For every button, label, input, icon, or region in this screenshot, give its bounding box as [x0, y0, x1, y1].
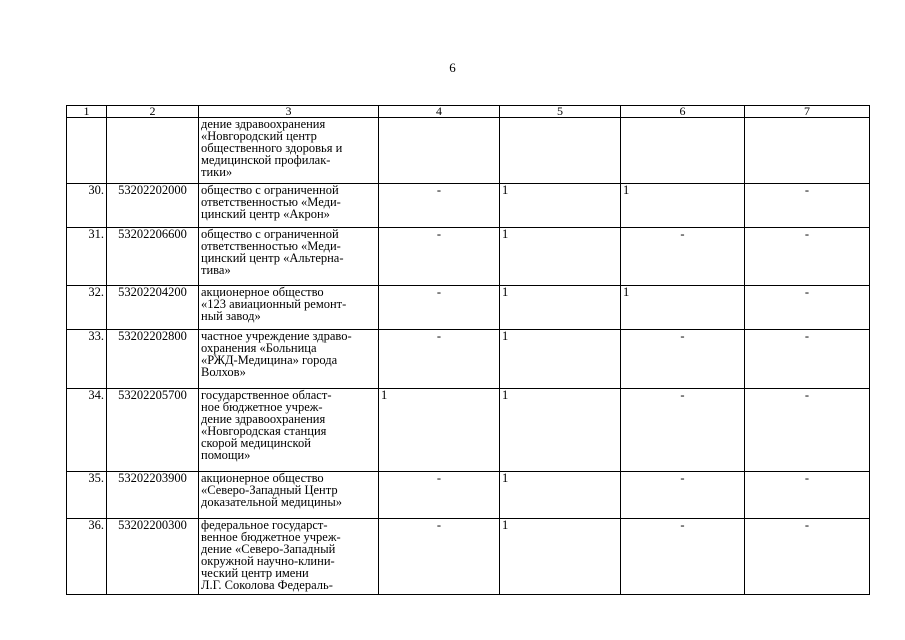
cell-col5: 1 [500, 519, 621, 595]
table-row [67, 184, 870, 228]
cell-organization-name [199, 519, 379, 595]
cell-num: 33. [67, 330, 107, 389]
name-line: «Новгородский центр [201, 129, 317, 143]
cell-col7 [745, 118, 870, 184]
cell-col4: - [379, 228, 500, 286]
name-line: ческий центр имени [201, 566, 309, 580]
cell-num: 32. [67, 286, 107, 330]
cell-col6 [621, 118, 745, 184]
cell-col4: - [379, 472, 500, 519]
cell-col4: - [379, 184, 500, 228]
name-line: дение «Северо-Западный [201, 542, 336, 556]
cell-num: 36. [67, 519, 107, 595]
cell-col5: 1 [500, 184, 621, 228]
cell-col7: - [745, 286, 870, 330]
cell-col7: - [745, 228, 870, 286]
cell-col6: - [621, 228, 745, 286]
cell-col7: - [745, 389, 870, 472]
header-row [67, 106, 870, 118]
name-line: ное бюджетное учреж- [201, 400, 323, 414]
name-line: тики» [201, 165, 233, 179]
cell-code: 53202203900 [107, 472, 199, 519]
cell-col5: 1 [500, 228, 621, 286]
cell-organization-name [199, 472, 379, 519]
cell-col5: 1 [500, 389, 621, 472]
cell-col7: - [745, 519, 870, 595]
column-header-6: 6 [621, 106, 745, 118]
name-line: федеральное государст- [201, 518, 328, 532]
cell-num: 30. [67, 184, 107, 228]
column-header-3: 3 [199, 106, 379, 118]
name-line: общество с ограниченной [201, 227, 339, 241]
name-line: акционерное общество [201, 471, 324, 485]
name-line: Волхов» [201, 365, 246, 379]
cell-col5: 1 [500, 286, 621, 330]
cell-organization-name [199, 184, 379, 228]
cell-col6: 1 [621, 184, 745, 228]
cell-num [67, 118, 107, 184]
cell-col6: 1 [621, 286, 745, 330]
cell-col6: - [621, 389, 745, 472]
name-line: Л.Г. Соколова Федераль- [201, 578, 333, 592]
name-line: «Северо-Западный Центр [201, 483, 338, 497]
table-row [67, 330, 870, 389]
table-row [67, 472, 870, 519]
registry-table [66, 105, 870, 595]
name-line: «Новгородская станция [201, 424, 327, 438]
cell-code: 53202202000 [107, 184, 199, 228]
name-line: «РЖД-Медицина» города [201, 353, 338, 367]
cell-col4: - [379, 519, 500, 595]
page-number: 6 [449, 60, 456, 75]
cell-organization-name [199, 286, 379, 330]
cell-organization-name [199, 118, 379, 184]
cell-code [107, 118, 199, 184]
name-line: охранения «Больница [201, 341, 317, 355]
name-line: помощи» [201, 448, 251, 462]
cell-col7: - [745, 472, 870, 519]
table-row [67, 228, 870, 286]
name-line: ответственностью «Меди- [201, 239, 341, 253]
cell-col6: - [621, 330, 745, 389]
cell-col5: 1 [500, 472, 621, 519]
name-line: цинский центр «Акрон» [201, 207, 330, 221]
cell-num: 34. [67, 389, 107, 472]
cell-num: 31. [67, 228, 107, 286]
column-header-4: 4 [379, 106, 500, 118]
name-line: акционерное общество [201, 285, 324, 299]
table-row [67, 389, 870, 472]
cell-col7: - [745, 184, 870, 228]
cell-num: 35. [67, 472, 107, 519]
table-row [67, 519, 870, 595]
cell-organization-name [199, 228, 379, 286]
name-line: ответственностью «Меди- [201, 195, 341, 209]
column-header-1: 1 [67, 106, 107, 118]
name-line: дение здравоохранения [201, 117, 326, 131]
cell-organization-name [199, 330, 379, 389]
name-line: венное бюджетное учреж- [201, 530, 341, 544]
cell-organization-name [199, 389, 379, 472]
cell-col6: - [621, 472, 745, 519]
table-row-continuation [67, 118, 870, 184]
cell-code: 53202202800 [107, 330, 199, 389]
cell-col4 [379, 118, 500, 184]
column-header-5: 5 [500, 106, 621, 118]
table-row [67, 286, 870, 330]
name-line: общественного здоровья и [201, 141, 343, 155]
name-line: частное учреждение здраво- [201, 329, 352, 343]
name-line: скорой медицинской [201, 436, 311, 450]
cell-col5 [500, 118, 621, 184]
column-header-2: 2 [107, 106, 199, 118]
cell-code: 53202205700 [107, 389, 199, 472]
name-line: тива» [201, 263, 231, 277]
name-line: окружной научно-клини- [201, 554, 335, 568]
cell-code: 53202200300 [107, 519, 199, 595]
name-line: цинский центр «Альтерна- [201, 251, 344, 265]
name-line: «123 авиационный ремонт- [201, 297, 347, 311]
name-line: государственное област- [201, 388, 332, 402]
cell-col4: - [379, 286, 500, 330]
name-line: дение здравоохранения [201, 412, 326, 426]
cell-code: 53202204200 [107, 286, 199, 330]
cell-col7: - [745, 330, 870, 389]
name-line: общество с ограниченной [201, 183, 339, 197]
cell-col4: 1 [379, 389, 500, 472]
cell-col5: 1 [500, 330, 621, 389]
name-line: медицинской профилак- [201, 153, 331, 167]
cell-col6: - [621, 519, 745, 595]
cell-col4: - [379, 330, 500, 389]
name-line: ный завод» [201, 309, 261, 323]
cell-code: 53202206600 [107, 228, 199, 286]
column-header-7: 7 [745, 106, 870, 118]
name-line: доказательной медицины» [201, 495, 342, 509]
